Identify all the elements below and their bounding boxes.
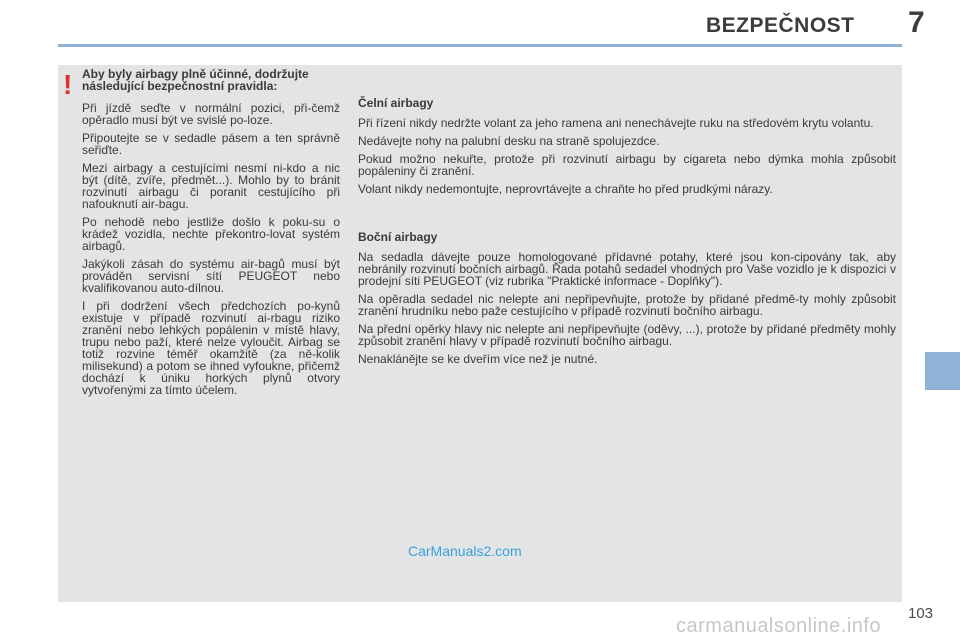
page-number: 103: [908, 605, 934, 622]
side-paragraph: Na přední opěrky hlavy nic nelepte ani nepřipevňujte (oděvy, ...), protože by přidané předměty mohly způsobit zranění hlavy v případě rozvinutí bočního airbagu.: [358, 322, 896, 348]
page-title: BEZPEČNOST: [706, 14, 855, 37]
chapter-number: 7: [908, 6, 925, 39]
warning-heading: Aby byly airbagy plně účinné, dodržujte následující bezpečnostní pravidla:: [82, 67, 309, 93]
side-paragraph: Na sedadla dávejte pouze homologované přídavné potahy, které jsou kon-cipovány tak, aby nebránily rozvinutí bočních airbagů. Řada potahů sedadel vhodných pro Vaše vozidlo je k dispozici v prodejní síti PEUGEOT (viz rubrika "Praktické informace - Doplňky").: [358, 250, 896, 288]
warning-paragraph: Při jízdě seďte v normální pozici, při-čemž opěradlo musí být ve svislé po-loze.: [82, 101, 340, 127]
side-airbags-heading: Boční airbagy: [358, 230, 438, 244]
warning-box: [82, 68, 340, 402]
warning-exclamation-icon: !: [63, 69, 73, 100]
watermark-link[interactable]: CarManuals2.com: [408, 543, 522, 559]
warning-paragraph: I při dodržení všech předchozích po-kynů existuje v případě rozvinutí ai-rbagu riziko zranění nebo lehkých popálenin v místě hlavy, trupu nebo paží, které nelze vyloučit. Airbag se totiž rozvine téměř okamžitě (za ně-kolik milisekund) a potom se ihned vyfoukne, přičemž dochází k úniku horkých plynů otvory vytvořenými za tímto účelem.: [82, 299, 340, 397]
watermark-footer: carmanualsonline.info: [676, 615, 882, 637]
frontal-airbags-heading: Čelní airbagy: [358, 96, 434, 110]
side-paragraph: Nenaklánějte se ke dveřím více než je nutné.: [358, 352, 598, 366]
warning-paragraph: Jakýkoli zásah do systému air-bagů musí být prováděn servisní sítí PEUGEOT nebo kvalifikovanou auto-dílnou.: [82, 257, 340, 295]
side-paragraph: Na opěradla sedadel nic nelepte ani nepřipevňujte, protože by přidané předmě-ty mohly způsobit zranění hrudníku nebo paže cestujícího v případě rozvinutí bočního airbagu.: [358, 292, 896, 318]
frontal-paragraph: Pokud možno nekuřte, protože při rozvinutí airbagu by cigareta nebo dýmka mohla způsobit popáleniny či zranění.: [358, 152, 896, 178]
warning-paragraph: Připoutejte se v sedadle pásem a ten správně seřiďte.: [82, 131, 340, 157]
warning-paragraph: Mezi airbagy a cestujícími nesmí ni-kdo a nic být (dítě, zvíře, předmět...). Mohlo by to bránit rozvinutí airbagu či poranit cestujícího při nafouknutí air-bagu.: [82, 161, 340, 211]
frontal-paragraph: Při řízení nikdy nedržte volant za jeho ramena ani nenechávejte ruku na středovém krytu volantu.: [358, 116, 874, 130]
chapter-tab-marker: [925, 352, 960, 390]
warning-paragraph: Po nehodě nebo jestliže došlo k poku-su o krádež vozidla, nechte překontro-lovat systém airbagů.: [82, 215, 340, 253]
header-divider: [58, 44, 902, 47]
frontal-paragraph: Nedávejte nohy na palubní desku na straně spolujezdce.: [358, 134, 660, 148]
airbag-instructions: [358, 97, 896, 371]
section-spacer: [358, 201, 896, 231]
frontal-paragraph: Volant nikdy nedemontujte, neprovrtávejte a chraňte ho před prudkými nárazy.: [358, 182, 773, 196]
